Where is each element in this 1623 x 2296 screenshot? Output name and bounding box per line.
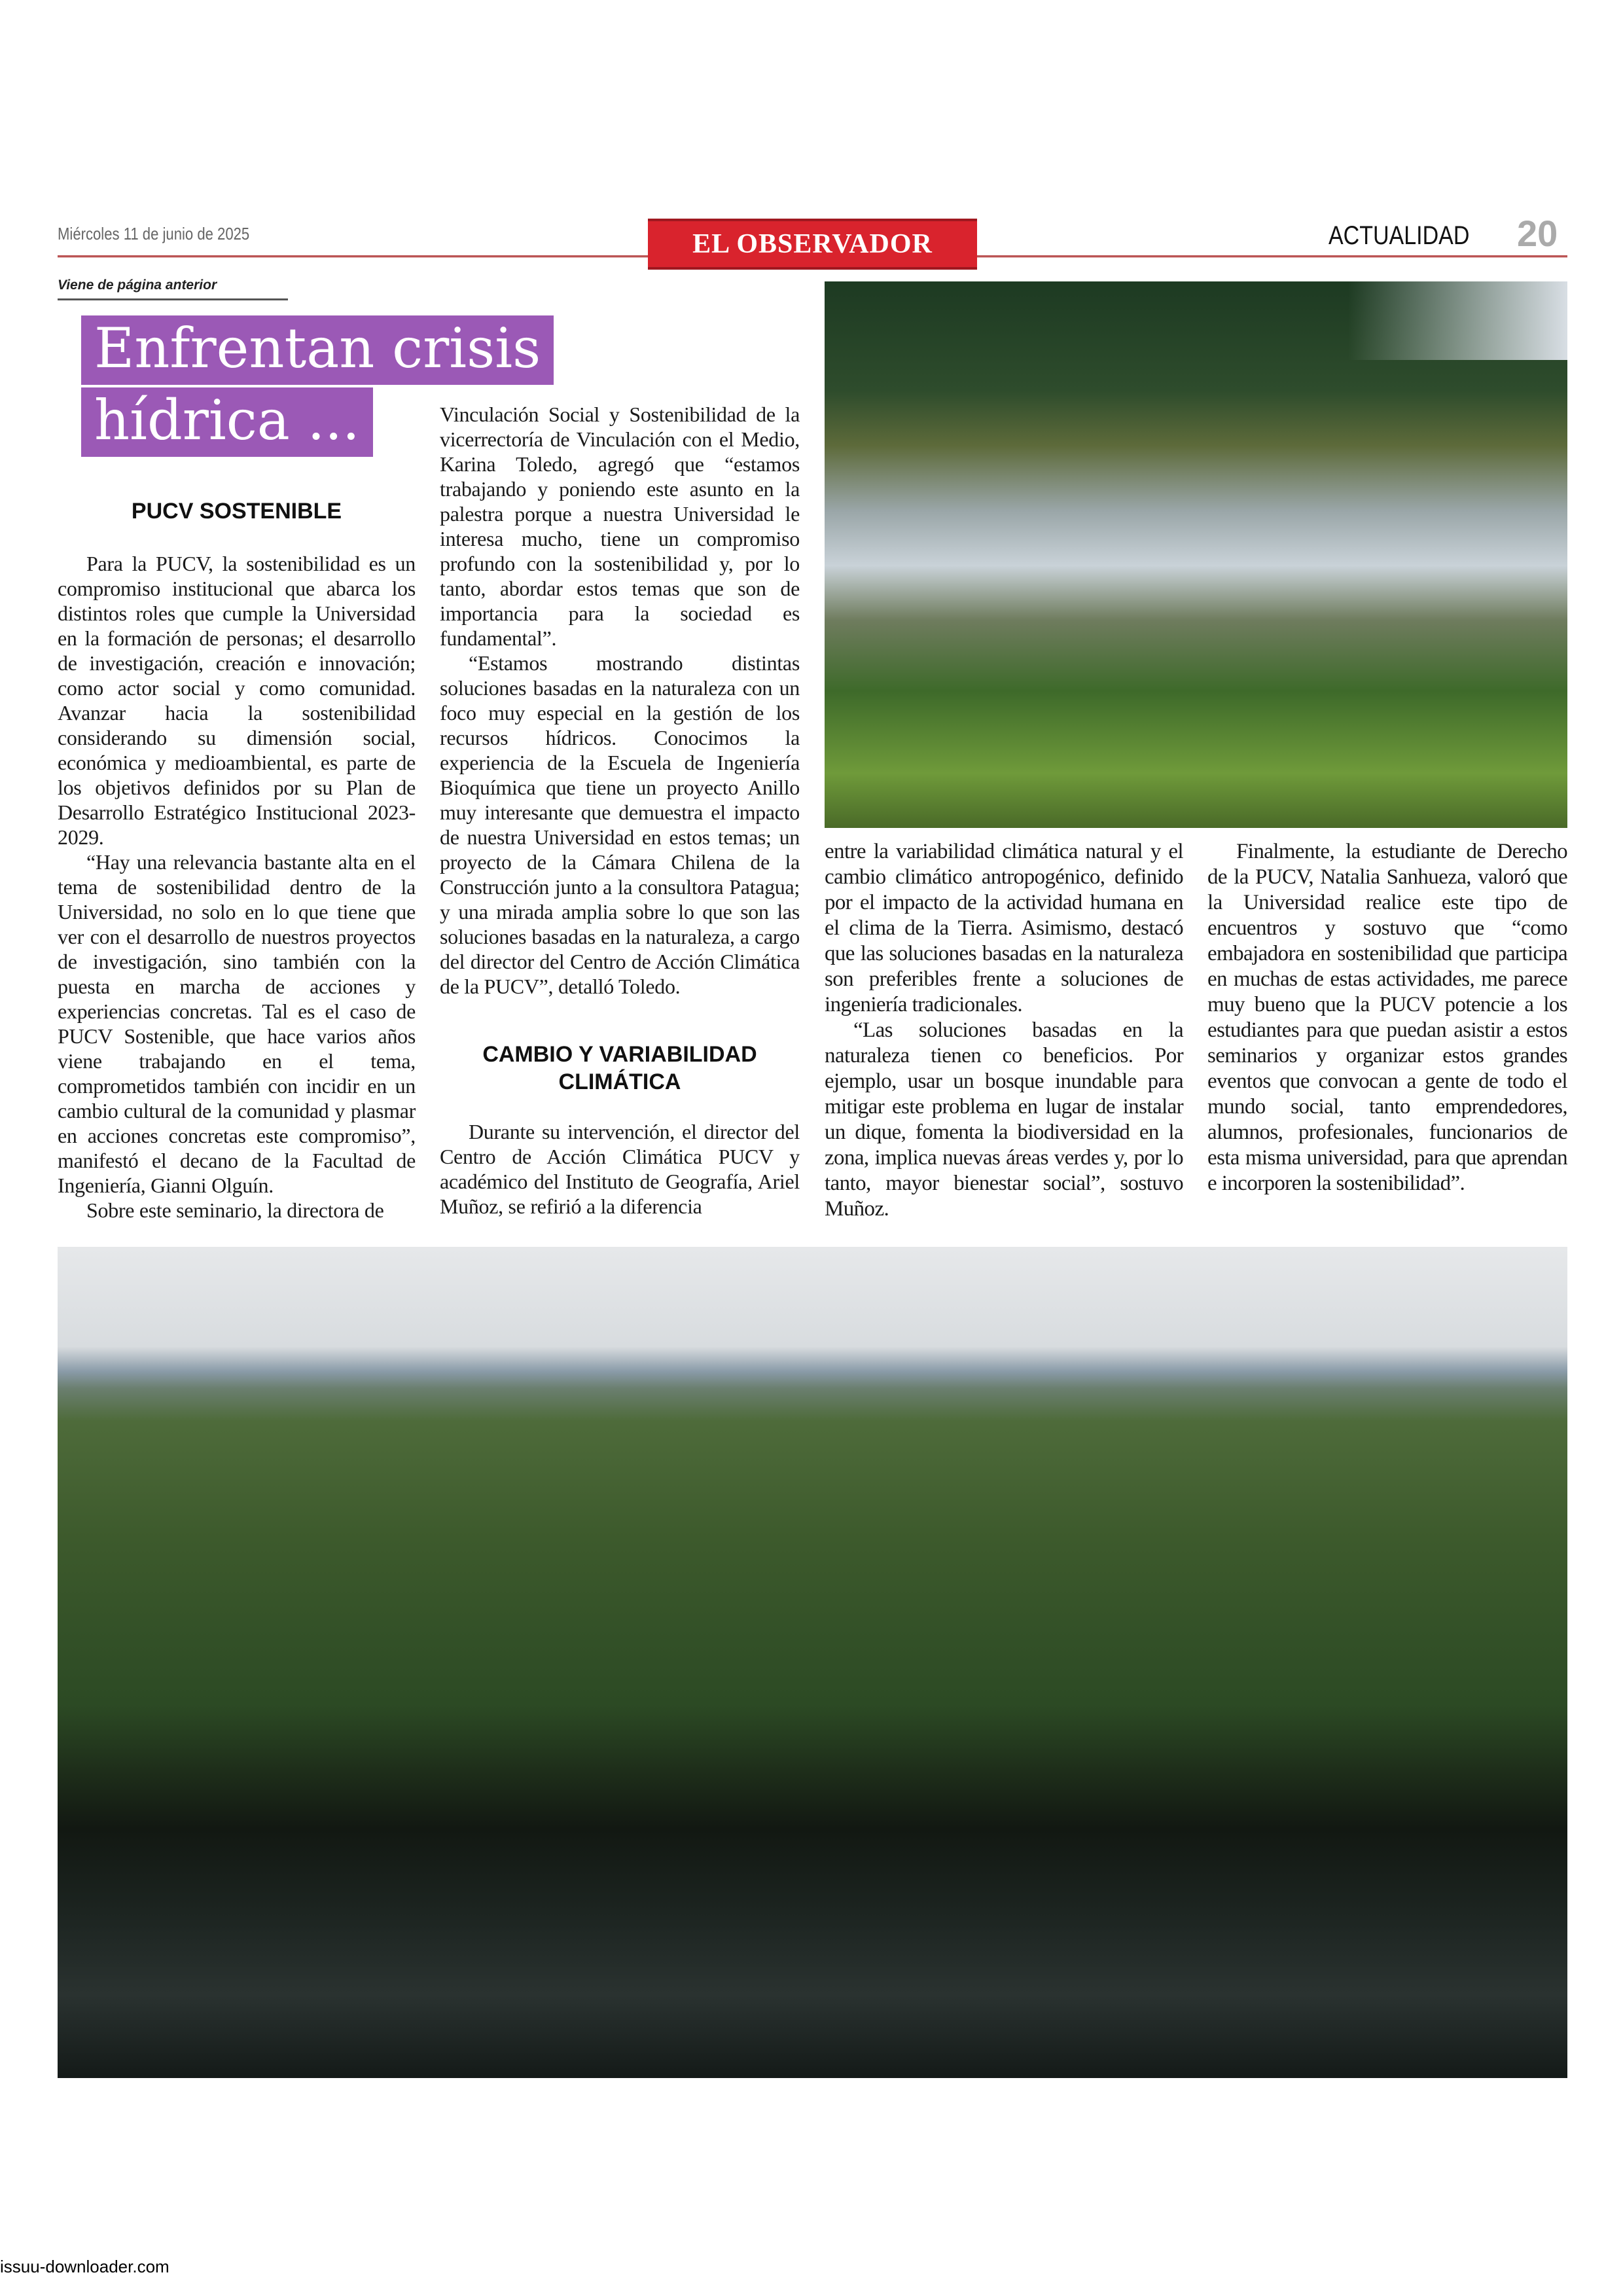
article-column-2-top	[440, 402, 800, 999]
article-column-4	[1207, 839, 1567, 1196]
paragraph: Finalmente, la estudiante de Derecho de la PUCV, Natalia Sanhueza, valoró que la Universidad realice este tipo de encuentros y sostuvo que “como embajadora en sostenibilidad que participa en muchas de estas actividades, me parece muy bueno que la PUCV potencie a los estudiantes para que puedan asistir a estos seminarios y organizar estos grandes eventos que convocan a gente de todo el mundo social, tanto emprendedores, alumnos, profesionales, funcionarios de esta misma universidad, para que aprendan e incorporen la sostenibilidad”.	[1207, 840, 1567, 1195]
paragraph: Vinculación Social y Sostenibilidad de la vicerrectoría de Vinculación con el Medio, Karina Toledo, agregó que “estamos trabajando y poniendo este asunto en la palestra porque a nuestra Universidad le interesa mucho, tiene un compromiso profundo con la sostenibilidad y, por lo tanto, abordar estos temas que son de importancia para la sociedad es fundamental”.	[440, 403, 800, 650]
paragraph: “Estamos mostrando distintas soluciones basadas en la naturaleza con un foco muy especial en la gestión de los recursos hídricos. Conocimos la experiencia de la Escuela de Ingeniería Bioquímica que tiene un proyecto Anillo muy interesante que demuestra el impacto de nuestra Universidad en estos temas; un proyecto de la Cámara Chilena de la Construcción junto a la consultora Patagua; y una mirada amplia sobre lo que son las soluciones basadas en la naturaleza, a cargo del director del Centro de Acción Climática de la PUCV”, detalló Toledo.	[440, 651, 800, 998]
reeds-river-mountains-photo	[58, 1247, 1567, 2078]
masthead-logo: EL OBSERVADOR	[648, 219, 977, 270]
wetland-pond-photo	[825, 281, 1567, 828]
headline-line-1: Enfrentan crisis	[81, 315, 554, 385]
subheading-cambio-climatico: CAMBIO Y VARIABILIDAD CLIMÁTICA	[482, 1042, 757, 1094]
paragraph: “Las soluciones basadas en la naturaleza tienen co beneficios. Por ejemplo, usar un bosque inundable para mitigar este problema en lugar de instalar un dique, fomenta la biodiversidad en la zona, implica nuevas áreas verdes y, por lo tanto, mayor bienestar social”, sostuvo Muñoz.	[825, 1018, 1183, 1221]
article-column-3	[825, 839, 1183, 1222]
section-label: ACTUALIDAD	[1329, 221, 1470, 250]
article-column-2-bottom	[440, 1119, 800, 1219]
paragraph: Sobre este seminario, la directora de	[86, 1198, 384, 1222]
page-number: 20	[1517, 213, 1558, 254]
watermark-text: issuu-downloader.com	[0, 2257, 169, 2276]
article-column-1	[58, 551, 416, 1223]
paragraph: Para la PUCV, la sostenibilidad es un compromiso institucional que abarca los distintos roles que cumple la Universidad en la formación de personas; el desarrollo de investigación, creación e innovación; como actor social y como comunidad. Avanzar hacia la sostenibilidad considerando su dimensión social, económica y medioambiental, es parte de los objetivos definidos por su Plan de Desarrollo Estratégico Institucional 2023-2029.	[58, 552, 416, 849]
continued-underline	[58, 298, 288, 300]
paragraph: entre la variabilidad climática natural y el cambio climático antropogénico, definido por el impacto de la actividad humana en el clima de la Tierra. Asimismo, destacó que las soluciones basadas en la naturaleza son preferibles frente a soluciones de ingeniería tradicionales.	[825, 840, 1183, 1016]
photo-sky	[1348, 281, 1567, 360]
subheading-pucv-sostenible: PUCV SOSTENIBLE	[131, 499, 342, 524]
paragraph: “Hay una relevancia bastante alta en el tema de sostenibilidad dentro de la Universidad, no solo en lo que tiene que ver con el desarrollo de nuestros proyectos de investigación, sino también con la puesta en marcha de acciones y experiencias concretas. Tal es el caso de PUCV Sostenible, que hace varios años viene trabajando en el tema, comprometidos también con incidir en un cambio cultural de la comunidad y plasmar en acciones concretas este compromiso”, manifestó el decano de la Facultad de Ingeniería, Gianni Olguín.	[58, 850, 416, 1197]
issue-date: Miércoles 11 de junio de 2025	[58, 224, 250, 243]
continued-note: Viene de página anterior	[58, 278, 217, 293]
headline-line-2: hídrica ...	[81, 387, 373, 457]
paragraph: Durante su intervención, el director del Centro de Acción Climática PUCV y académico del Instituto de Geografía, Ariel Muñoz, se refirió a la diferencia	[440, 1120, 800, 1218]
